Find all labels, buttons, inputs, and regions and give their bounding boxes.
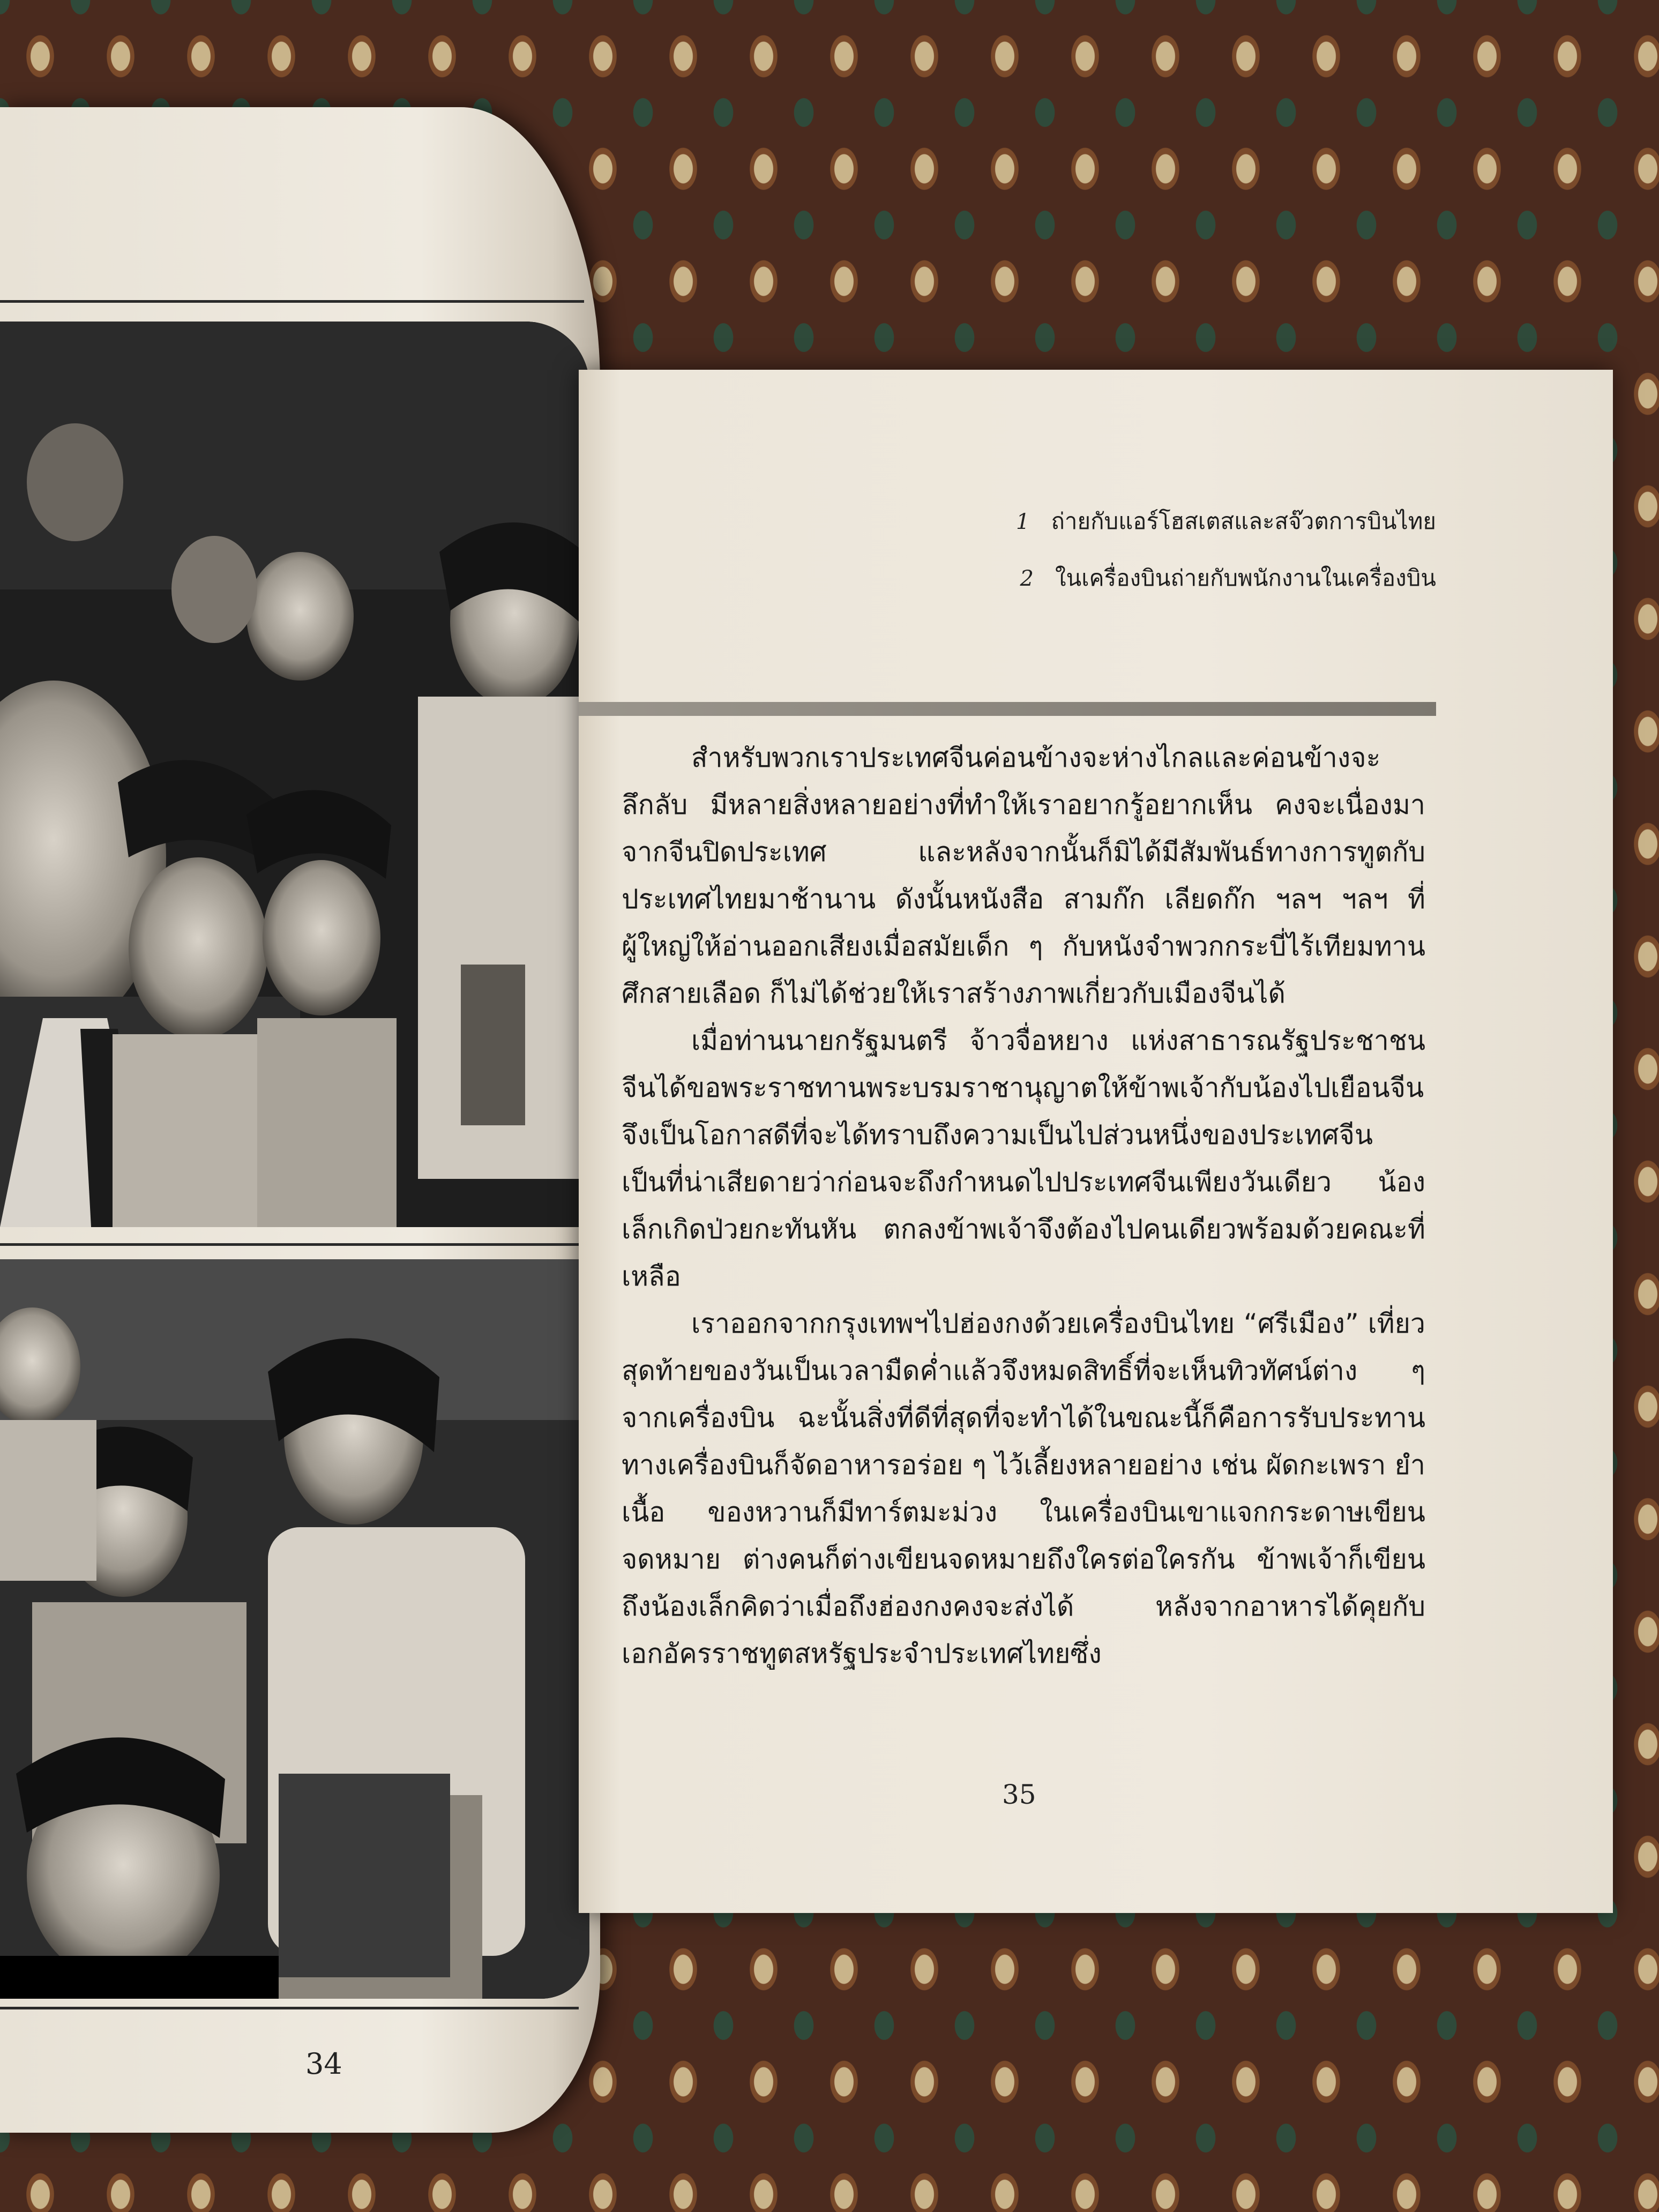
caption-number: 1 — [1016, 510, 1030, 534]
photo-2-image — [0, 1259, 589, 1999]
caption-1 — [686, 504, 1436, 539]
photo-1-image — [0, 322, 589, 1227]
body-text — [622, 734, 1425, 1677]
photo-frame-line-bottom — [0, 2007, 579, 2009]
paragraph-2: เมื่อท่านนายกรัฐมนตรี จ้าวจื่อหยาง แห่งสาธารณรัฐประชาชนจีนได้ขอพระราชทานพระบรมราชานุญาตให้ข้าพเจ้ากับน้องไปเยือนจีน จึงเป็นโอกาสดีที่จะได้ทราบถึงความเป็นไปส่วนหนึ่งของประเทศจีน เป็นที่น่าเสียดายว่าก่อนจะถึงกำหนดไปประเทศจีนเพียงวันเดียว น้องเล็กเกิดป่วยกะทันหัน ตกลงข้าพเจ้าจึงต้องไปคนเดียวพร้อมด้วยคณะที่เหลือ — [622, 1025, 1425, 1292]
caption-2 — [686, 561, 1436, 596]
photo-1-airhostesses — [0, 322, 589, 1227]
left-page — [0, 107, 600, 2133]
section-rule-bar — [579, 702, 1436, 716]
photo-2-in-airplane — [0, 1259, 589, 1999]
page-number-right: 35 — [1002, 1779, 1036, 1810]
caption-number: 2 — [1020, 566, 1034, 591]
photo-frame-line-top — [0, 300, 584, 303]
photo-captions — [686, 504, 1436, 617]
photo-divider-line — [0, 1243, 589, 1246]
right-page — [579, 370, 1613, 1913]
caption-text: ในเครื่องบินถ่ายกับพนักงานในเครื่องบิน — [1055, 565, 1436, 591]
caption-text: ถ่ายกับแอร์โฮสเตสและสจ๊วตการบินไทย — [1051, 508, 1436, 534]
page-number-left: 34 — [305, 2047, 342, 2081]
paragraph-3: เราออกจากกรุงเทพฯไปฮ่องกงด้วยเครื่องบินไทย “ศรีเมือง” เที่ยวสุดท้ายของวันเป็นเวลามืดค่ำแล้วจึงหมดสิทธิ์ที่จะเห็นทิวทัศน์ต่าง ๆ จากเครื่องบิน ฉะนั้นสิ่งที่ดีที่สุดที่จะทำได้ในขณะนี้ก็คือการรับประทาน ทางเครื่องบินก็จัดอาหารอร่อย ๆ ไว้เลี้ยงหลายอย่าง เช่น ผัดกะเพรา ยำเนื้อ ของหวานก็มีทาร์ตมะม่วง ในเครื่องบินเขาแจกกระดาษเขียนจดหมาย ต่างคนก็ต่างเขียนจดหมายถึงใครต่อใครกัน ข้าพเจ้าก็เขียนถึงน้องเล็กคิดว่าเมื่อถึงฮ่องกงคงจะส่งได้ หลังจากอาหารได้คุยกับเอกอัครราชทูตสหรัฐประจำประเทศไทยซึ่ง — [622, 1308, 1425, 1669]
paragraph-1: สำหรับพวกเราประเทศจีนค่อนข้างจะห่างไกลและค่อนข้างจะลึกลับ มีหลายสิ่งหลายอย่างที่ทำให้เราอยากรู้อยากเห็น คงจะเนื่องมาจากจีนปิดประเทศ และหลังจากนั้นก็มิได้มีสัมพันธ์ทางการทูตกับประเทศไทยมาช้านาน ดังนั้นหนังสือ สามก๊ก เลียดก๊ก ฯลฯ ฯลฯ ที่ผู้ใหญ่ให้อ่านออกเสียงเมื่อสมัยเด็ก ๆ กับหนังจำพวกกระบี่ไร้เทียมทาน ศึกสายเลือด ก็ไม่ได้ช่วยให้เราสร้างภาพเกี่ยวกับเมืองจีนได้ — [622, 742, 1425, 1009]
